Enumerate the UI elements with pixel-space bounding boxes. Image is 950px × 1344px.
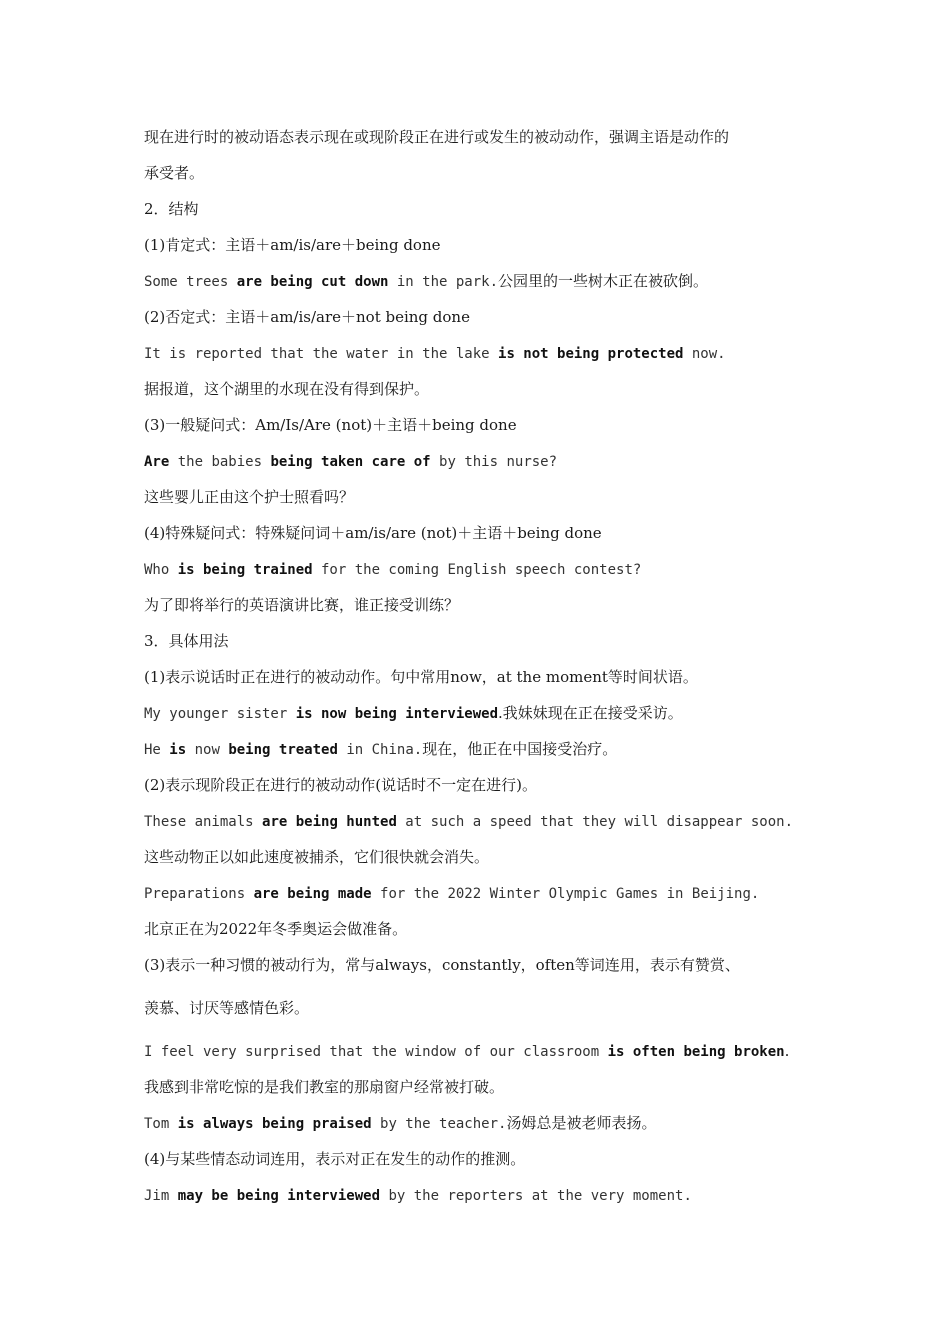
text-line-ex-4 (144, 555, 824, 591)
text-segment: . (498, 704, 503, 722)
text-line-usage-3b (144, 994, 824, 1037)
text-segment: These animals (144, 814, 263, 830)
text-segment: Jim (144, 1188, 178, 1204)
text-line-ex-9 (144, 1037, 824, 1073)
text-line-struct-3 (144, 411, 824, 447)
text-line-ex-7-cn (144, 843, 824, 879)
text-line-ex-10 (144, 1109, 824, 1145)
text-segment: in the park. (388, 274, 499, 290)
text-line-ex-4-cn (144, 591, 824, 627)
bold-phrase: are being cut down (236, 274, 389, 290)
bold-phrase: being treated (228, 742, 338, 758)
text-line-heading-2 (144, 195, 824, 231)
text-line-usage-1 (144, 663, 824, 699)
text-segment: 羡慕、讨厌等感情色彩。 (144, 999, 310, 1017)
text-segment: 这些婴儿正由这个护士照看吗？ (144, 488, 355, 506)
text-segment: the babies (169, 454, 271, 470)
text-line-ex-2-cn (144, 375, 824, 411)
text-segment: It is reported that the water in the lake (144, 346, 499, 362)
bold-phrase: is (169, 742, 187, 758)
text-line-ex-6 (144, 735, 824, 771)
text-segment: now. (683, 346, 726, 362)
text-segment: 汤姆总是被老师表扬。 (506, 1114, 657, 1132)
text-segment: by the reporters at the very moment. (380, 1188, 692, 1204)
text-line-ex-7 (144, 807, 824, 843)
text-line-ex-3 (144, 447, 824, 483)
text-segment: 北京正在为2022年冬季奥运会做准备。 (144, 920, 408, 938)
text-segment: 我感到非常吃惊的是我们教室的那扇窗户经常被打破。 (144, 1078, 505, 1096)
document-body (144, 123, 824, 1217)
text-line-usage-4 (144, 1145, 824, 1181)
text-segment: 现在进行时的被动语态表示现在或现阶段正在进行或发生的被动动作，强调主语是动作的 (144, 128, 730, 146)
text-line-intro-2 (144, 159, 824, 195)
text-line-ex-1 (144, 267, 824, 303)
text-segment: 2．结构 (144, 200, 199, 218)
text-line-struct-2 (144, 303, 824, 339)
text-segment: (2)否定式：主语＋am/is/are＋not being done (144, 308, 470, 326)
bold-phrase: are being made (253, 886, 372, 902)
text-line-ex-5 (144, 699, 824, 735)
text-segment: 据报道，这个湖里的水现在没有得到保护。 (144, 380, 430, 398)
text-line-struct-4 (144, 519, 824, 555)
text-segment: 我妹妹现在正在接受采访。 (502, 704, 683, 722)
bold-phrase: is often being broken (607, 1044, 785, 1060)
text-segment: Who (144, 562, 178, 578)
bold-phrase: being taken care of (270, 454, 431, 470)
text-segment: for the coming English speech contest? (312, 562, 642, 578)
bold-phrase: is always being praised (177, 1116, 372, 1132)
bold-phrase: are being hunted (262, 814, 397, 830)
text-segment: Preparations (144, 886, 254, 902)
text-segment: in China. (337, 742, 423, 758)
text-segment: now (186, 742, 229, 758)
text-segment: 3．具体用法 (144, 632, 229, 650)
text-line-ex-11 (144, 1181, 824, 1217)
text-segment: 这些动物正以如此速度被捕杀，它们很快就会消失。 (144, 848, 490, 866)
text-segment: by this nurse? (430, 454, 558, 470)
text-line-heading-3 (144, 627, 824, 663)
text-segment: at such a speed that they will disappear soon. (396, 814, 794, 830)
text-line-ex-8-cn (144, 915, 824, 951)
text-segment: (2)表示现阶段正在进行的被动动作(说话时不一定在进行)。 (144, 776, 537, 794)
text-line-usage-3a (144, 951, 824, 994)
text-segment: . (784, 1042, 790, 1060)
text-segment: 现在，他正在中国接受治疗。 (422, 740, 618, 758)
text-segment: 公园里的一些树木正在被砍倒。 (498, 272, 709, 290)
text-segment: (4)与某些情态动词连用，表示对正在发生的动作的推测。 (144, 1150, 526, 1168)
text-segment: (1)肯定式：主语＋am/is/are＋being done (144, 236, 441, 254)
text-line-struct-1 (144, 231, 824, 267)
text-segment: Tom (144, 1116, 178, 1132)
text-segment: for the 2022 Winter Olympic Games in Beijing. (371, 886, 760, 902)
bold-phrase: is now being interviewed (295, 706, 499, 722)
bold-phrase: Are (144, 454, 170, 470)
text-segment: Some trees (144, 274, 237, 290)
text-segment: (3)表示一种习惯的被动行为，常与always，constantly，often等词连用，表示有赞赏、 (144, 956, 740, 974)
text-segment: 承受者。 (144, 164, 205, 182)
text-line-ex-8 (144, 879, 824, 915)
text-segment: 为了即将举行的英语演讲比赛，谁正接受训练？ (144, 596, 460, 614)
text-segment: (1)表示说话时正在进行的被动动作。句中常用now，at the moment等时间状语。 (144, 668, 698, 686)
text-line-intro-1 (144, 123, 824, 159)
bold-phrase: is not being protected (498, 346, 684, 362)
text-segment: (3)一般疑问式：Am/Is/Are (not)＋主语＋being done (144, 416, 517, 434)
text-line-ex-9-cn (144, 1073, 824, 1109)
text-line-usage-2 (144, 771, 824, 807)
text-segment: (4)特殊疑问式：特殊疑问词＋am/is/are (not)＋主语＋being done (144, 524, 602, 542)
text-segment: My younger sister (144, 706, 296, 722)
bold-phrase: is being trained (177, 562, 313, 578)
text-segment: He (144, 742, 170, 758)
text-line-ex-3-cn (144, 483, 824, 519)
text-segment: I feel very surprised that the window of our classroom (144, 1044, 608, 1060)
text-line-ex-2 (144, 339, 824, 375)
bold-phrase: may be being interviewed (177, 1188, 381, 1204)
text-segment: by the teacher. (371, 1116, 507, 1132)
